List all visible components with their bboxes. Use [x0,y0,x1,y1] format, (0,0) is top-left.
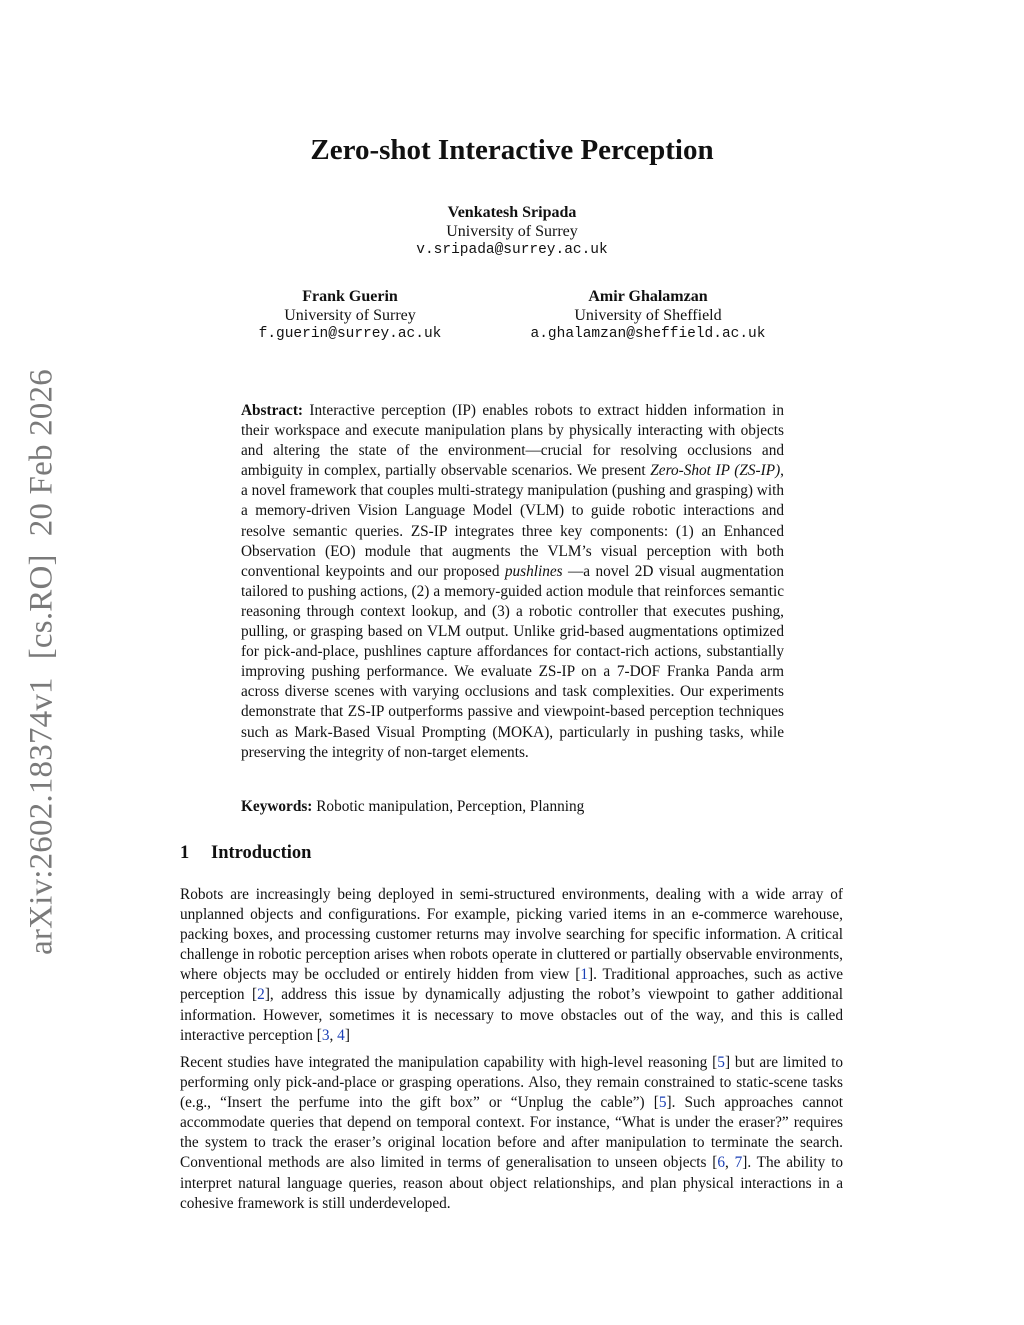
citation-link[interactable]: 5 [658,1094,667,1112]
abstract-label: Abstract: [241,402,304,419]
paragraph-text: ]. Traditional approaches, such as active perception [ [180,966,844,1004]
citation-link[interactable]: 2 [257,986,265,1004]
abstract-emphasis: pushlines [504,562,563,580]
paragraph-text: ] [344,1026,350,1044]
section-heading [180,843,311,864]
citation-link[interactable]: 5 [717,1054,725,1071]
paper-title: Zero-shot Interactive Perception [310,134,714,166]
abstract-text: —a novel 2D visual augmentation tailored to pushing actions, (2) a memory-guided action module that reinforces semantic reasoning through context lookup, and (3) a robotic controller that executes pushing, pulling, or grasping based on VLM output. Unlike grid-based augmentations optimized for pick-and-place, pushlines capture affordances for contact-rich actions, substantially improving pushing performance. We evaluate ZS-IP on a 7-DOF Franka Panda arm across diverse scenes with varying occlusions and task complexities. Our experiments demonstrate that ZS-IP outperforms passive and viewpoint-based perception techniques such as Mark-Based Visual Prompting (MOKA), particularly in pushing tasks, while preserving the integrity of non-target elements. [241,562,784,761]
citation-link[interactable]: 4 [337,1026,345,1044]
paragraph-text: ]. The ability to interpret natural language queries, reason about object relationships, and plan physical interactions in a cohesive framework is still underdeveloped. [180,1154,843,1212]
abstract-emphasis: Zero-Shot IP (ZS-IP) [650,462,781,480]
paragraph-text: Robots are increasingly being deployed in semi-structured environments, dealing with a wide array of unplanned objects and configurations. For example, picking varied items in an e-commerce warehouse, packing boxes, and processing customer returns may involve searching for specific information. A critical challenge in robotic perception arises when robots operate in cluttered or partially observable environments, where objects may be occluded or entirely hidden from view [ [180,886,843,984]
citation-link[interactable]: 3 [321,1026,330,1044]
abstract [241,401,784,763]
keywords-text: Robotic manipulation, Perception, Planning [316,798,585,815]
arxiv-stamp [24,369,61,955]
arxiv-category: [cs.RO] [23,554,60,660]
citation-link[interactable]: 7 [734,1154,743,1172]
keywords-label: Keywords: [241,798,313,815]
paragraph-text: ], address this issue by dynamically adjusting the robot’s viewpoint to gather additional information. However, sometimes it is necessary to move obstacles out of the way, and this is called interactive perception [ [180,986,843,1044]
body-paragraph [180,885,843,1046]
citation-link[interactable]: 6 [717,1154,726,1172]
author-name: Venkatesh Sripada [447,204,577,221]
paragraph-text: ] but are limited to performing only pick-and-place or grasping operations. Also, they remain constrained to static-scene tasks (e.g., “Insert the perfume into the gift box” or “Unplug the cable”) [ [180,1054,843,1112]
abstract-text: , a novel framework that couples multi-strategy manipulation (pushing and grasping) with a memory-driven Vision Language Model (VLM) to guide robotic interactions and resolve semantic queries. ZS-IP integrates three key components: (1) an Enhanced Observation (EO) module that augments the VLM’s visual perception with both conventional keypoints and our proposed [241,462,784,580]
citation-link[interactable]: 1 [580,966,589,984]
author-affiliation: University of Surrey [284,307,416,324]
author-email: v.sripada@surrey.ac.uk [416,242,608,258]
paragraph-text: ]. Such approaches cannot accommodate queries that depend on temporal context. For instance, “What is under the eraser?” requires the system to track the eraser’s original location before and after manipulation to terminate the search. Conventional methods are also limited in terms of generalisation to unseen objects [ [180,1094,844,1172]
body-paragraph [180,1053,843,1214]
abstract-text: Interactive perception (IP) enables robots to extract hidden information in their workspace and execute manipulation plans by physically interacting with objects and altering the state of the environment—crucial for resolving occlusions and ambiguity in complex, partially observable scenarios. We present [241,402,784,480]
arxiv-date: 20 Feb 2026 [23,369,60,537]
section-title: Introduction [211,843,312,863]
author-name: Amir Ghalamzan [588,288,708,305]
author-block [312,203,712,260]
author-email: a.ghalamzan@sheffield.ac.uk [530,326,766,342]
keywords [241,797,784,817]
arxiv-id: arXiv:2602.18374v1 [23,677,60,955]
author-affiliation: University of Surrey [446,223,578,240]
author-name: Frank Guerin [302,288,398,305]
author-email: f.guerin@surrey.ac.uk [258,326,442,342]
paragraph-text: Recent studies have integrated the manipulation capability with high-level reasoning [ [180,1054,718,1071]
section-number: 1 [180,843,190,863]
author-block [498,287,798,344]
author-block [200,287,500,344]
citation-separator: , [329,1026,338,1044]
author-affiliation: University of Sheffield [574,307,722,324]
citation-separator: , [725,1154,735,1172]
